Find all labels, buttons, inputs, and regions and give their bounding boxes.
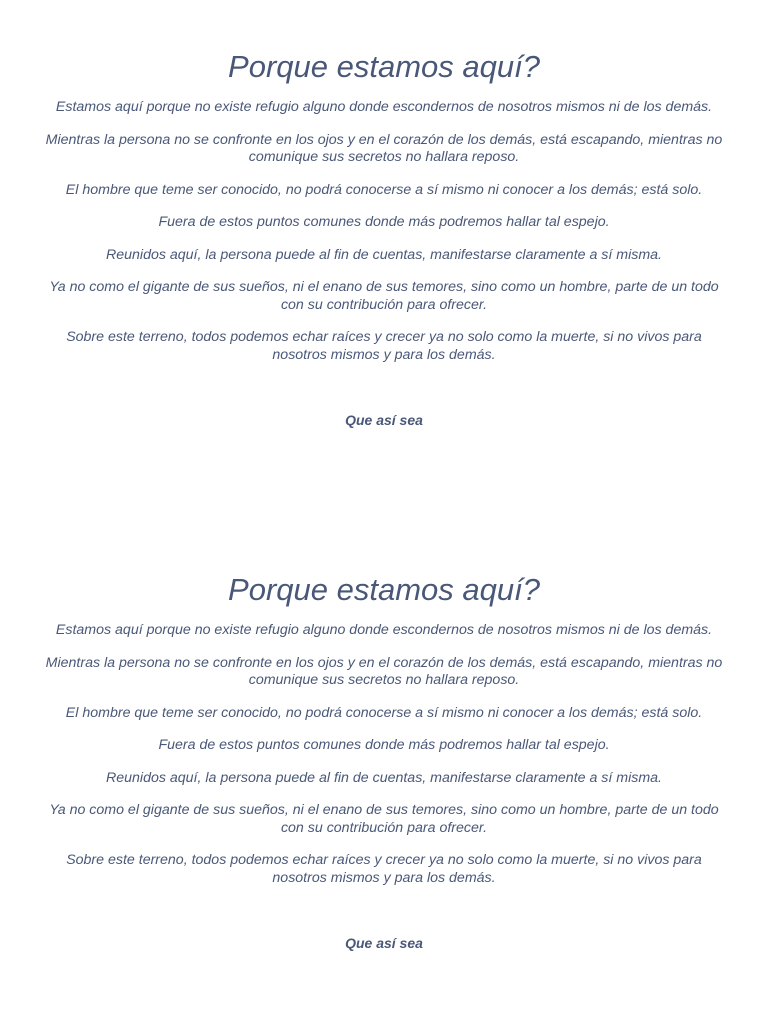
paragraph-2: Mientras la persona no se confronte en los ojos y en el corazón de los demás, está escapando, mientras no comunique sus secretos no hallara reposo. [45,131,723,165]
reading-section-1 [0,47,768,429]
paragraph-6: Ya no como el gigante de sus sueños, ni el enano de sus temores, sino como un hombre, parte de un todo con su contribución para ofrecer. [49,802,719,836]
paragraph-7: Sobre este terreno, todos podemos echar raíces y crecer ya no solo como la muerte, si no vivos para nosotros mismos y para los demás. [66,852,702,886]
paragraph-3: El hombre que teme ser conocido, no podrá conocerse a sí mismo ni conocer a los demás; está solo. [65,181,703,198]
paragraph-2: Mientras la persona no se confronte en los ojos y en el corazón de los demás, está escapando, mientras no comunique sus secretos no hallara reposo. [45,654,723,688]
closing-line: Que así sea [345,412,423,428]
paragraph-1: Estamos aquí porque no existe refugio alguno donde escondernos de nosotros mismos ni de los demás. [55,622,713,638]
paragraph-6: Ya no como el gigante de sus sueños, ni el enano de sus temores, sino como un hombre, parte de un todo con su contribución para ofrecer. [49,279,719,313]
paragraph-1: Estamos aquí porque no existe refugio alguno donde escondernos de nosotros mismos ni de los demás. [55,99,713,115]
paragraph-4: Fuera de estos puntos comunes donde más podremos hallar tal espejo. [158,737,610,753]
paragraph-3: El hombre que teme ser conocido, no podrá conocerse a sí mismo ni conocer a los demás; está solo. [65,704,703,721]
paragraph-5: Reunidos aquí, la persona puede al fin de cuentas, manifestarse claramente a sí misma. [106,769,662,786]
paragraph-4: Fuera de estos puntos comunes donde más podremos hallar tal espejo. [158,214,610,230]
closing-line: Que así sea [345,935,423,951]
page-title: Porque estamos aquí? [228,572,540,607]
paragraph-7: Sobre este terreno, todos podemos echar raíces y crecer ya no solo como la muerte, si no vivos para nosotros mismos y para los demás. [66,329,702,363]
reading-section-2 [0,570,768,952]
paragraph-5: Reunidos aquí, la persona puede al fin de cuentas, manifestarse claramente a sí misma. [106,246,662,263]
page-title: Porque estamos aquí? [228,49,540,84]
